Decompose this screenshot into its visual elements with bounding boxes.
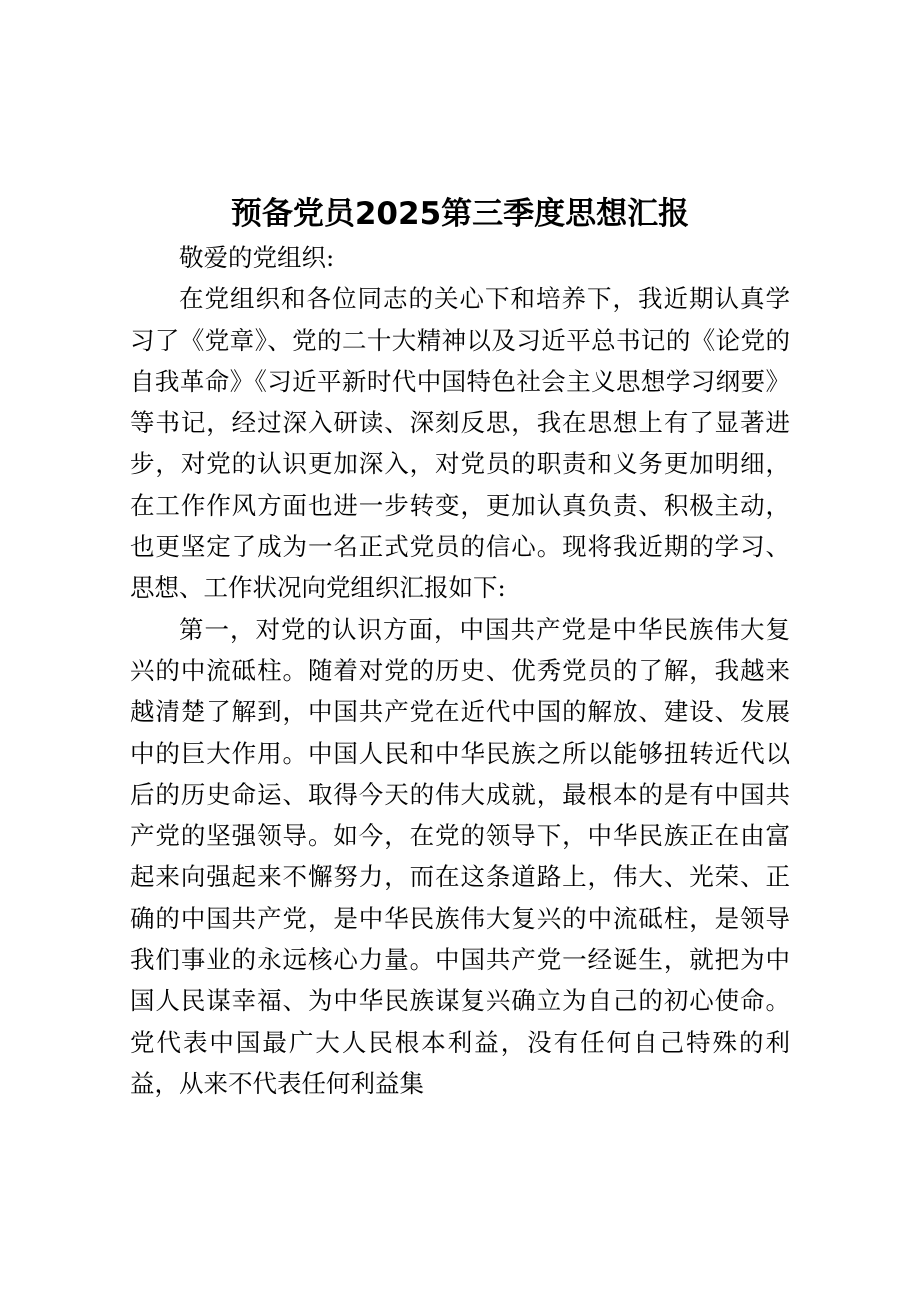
document-title: 预备党员2025第三季度思想汇报 bbox=[230, 196, 690, 232]
document-body bbox=[130, 237, 790, 1104]
salutation: 敬爱的党组织: bbox=[179, 243, 335, 272]
paragraph-first-point: 第一，对党的认识方面，中国共产党是中华民族伟大复兴的中流砥柱。随着对党的历史、优秀党员的了解，我越来越清楚了解到，中国共产党在近代中国的解放、建设、发展中的巨大作用。中国人民和中华民族之所以能够扭转近代以后的历史命运、取得今天的伟大成就，最根本的是有中国共产党的坚强领导。如今，在党的领导下，中华民族正在由富起来向强起来不懈努力，而在这条道路上，伟大、光荣、正确的中国共产党，是中华民族伟大复兴的中流砥柱，是领导我们事业的永远核心力量。中国共产党一经诞生，就把为中国人民谋幸福、为中华民族谋复兴确立为自己的初心使命。党代表中国最广大人民根本利益，没有任何自己特殊的利益，从来不代表任何利益集 bbox=[130, 614, 790, 1098]
paragraph-intro: 在党组织和各位同志的关心下和培养下，我近期认真学习了《党章》、党的二十大精神以及习近平总书记的《论党的自我革命》《习近平新时代中国特色社会主义思想学习纲要》等书记，经过深入研读、深刻反思，我在思想上有了显著进步，对党的认识更加深入，对党员的职责和义务更加明细，在工作作风方面也进一步转变，更加认真负责、积极主动，也更坚定了成为一名正式党员的信心。现将我近期的学习、思想、工作状况向党组织汇报如下: bbox=[130, 284, 790, 603]
